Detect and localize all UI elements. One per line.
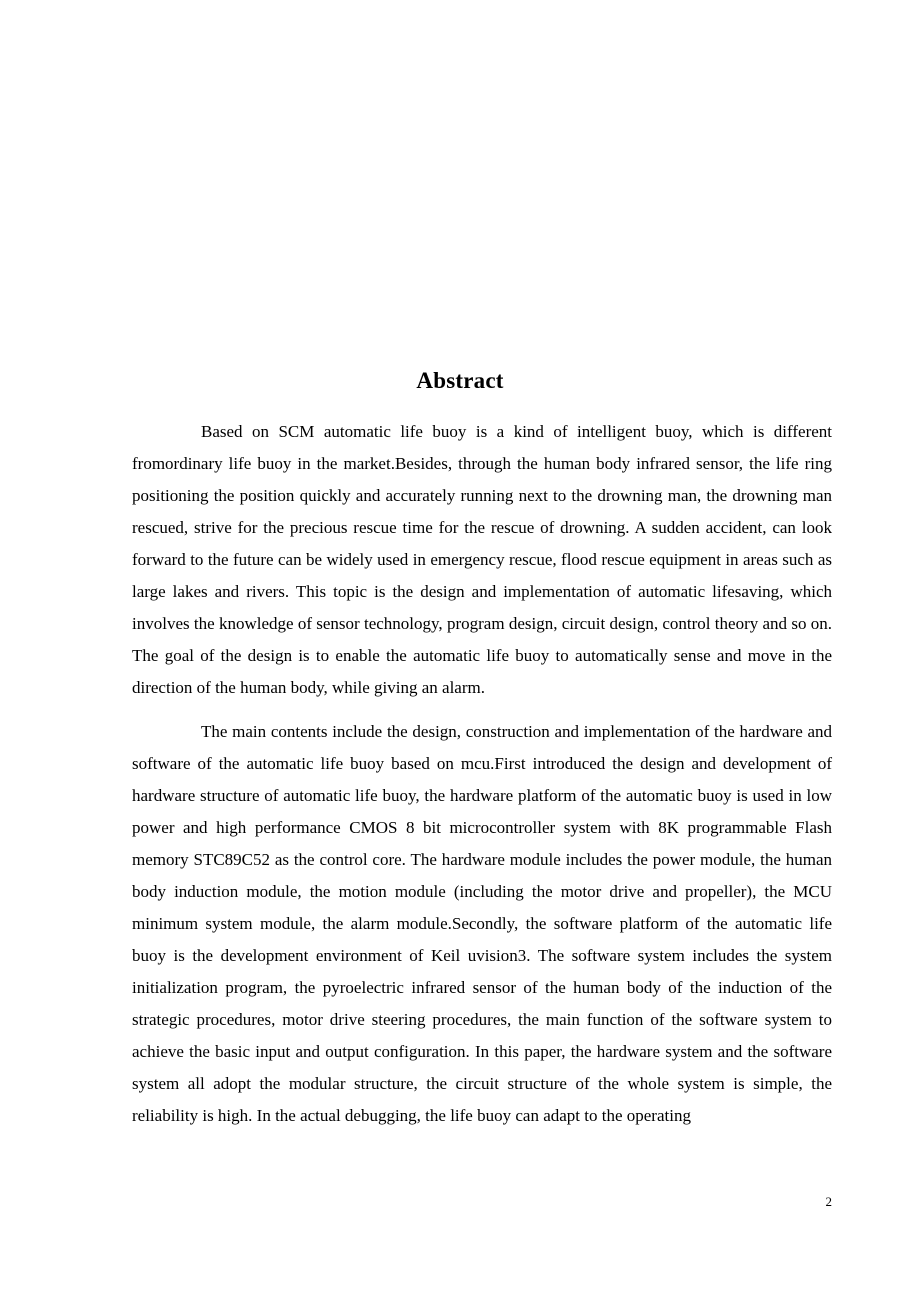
abstract-paragraph-1: Based on SCM automatic life buoy is a kind of intelligent buoy, which is different fromordinary life buoy in the market.Besides, through the human body infrared sensor, the life ring positioning the position quickly and accurately running next to the drowning man, the drowning man rescued, strive for the precious rescue time for the rescue of drowning. A sudden accident, can look forward to the future can be widely used in emergency rescue, flood rescue equipment in areas such as large lakes and rivers. This topic is the design and implementation of automatic lifesaving, which involves the knowledge of sensor technology, program design, circuit design, control theory and so on. The goal of the design is to enable the automatic life buoy to automatically sense and move in the direction of the human body, while giving an alarm. [132,422,832,697]
abstract-paragraph-2: The main contents include the design, construction and implementation of the hardware and software of the automatic life buoy based on mcu.First introduced the design and development of hardware structure of automatic life buoy, the hardware platform of the automatic buoy is used in low power and high performance CMOS 8 bit microcontroller system with 8K programmable Flash memory STC89C52 as the control core. The hardware module includes the power module, the human body induction module, the motion module (including the motor drive and propeller), the MCU minimum system module, the alarm module.Secondly, the software platform of the automatic life buoy is the development environment of Keil uvision3. The software system includes the system initialization program, the pyroelectric infrared sensor of the human body of the induction of the strategic procedures, motor drive steering procedures, the main function of the software system to achieve the basic input and output configuration. In this paper, the hardware system and the software system all adopt the modular structure, the circuit structure of the whole system is simple, the reliability is high. In the actual debugging, the life buoy can adapt to the operating [132,722,832,1125]
page-number: 2 [825,1194,832,1209]
abstract-body [132,416,832,1132]
page-title: Abstract [416,368,504,393]
